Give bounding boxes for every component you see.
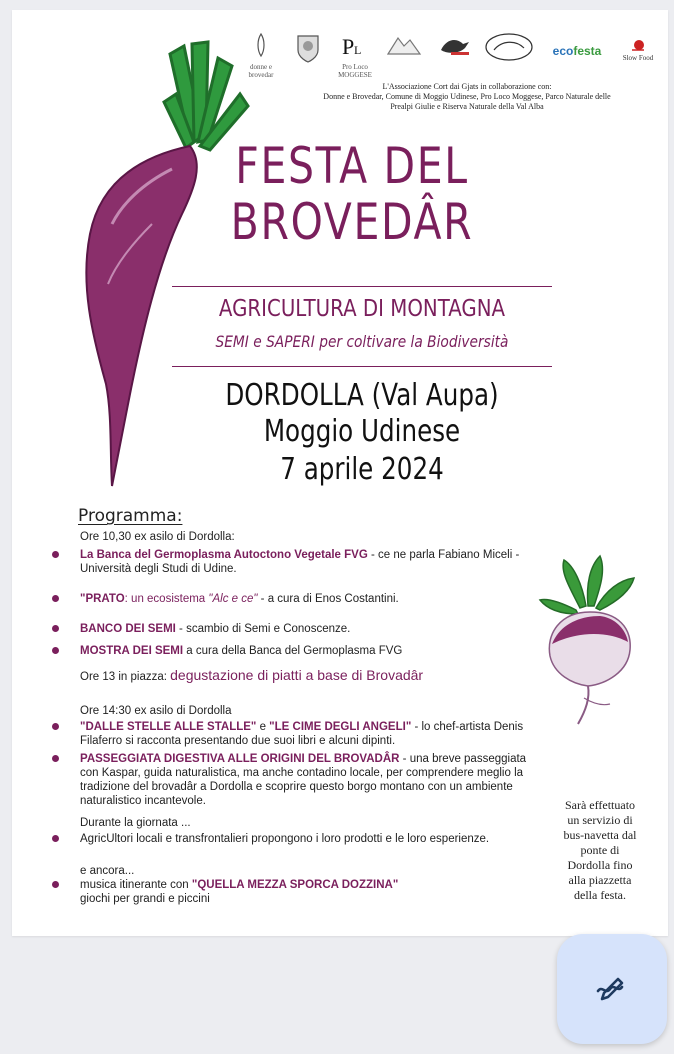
programme-item: "DALLE STELLE ALLE STALLE" e "LE CIME DEGLI ANGELI" - lo chef-artista Denis Filaferro si racconta presentando due suoi libri e alcuni dipinti. (48, 720, 538, 748)
logo-donne-brovedar: donne e brovedar (246, 32, 276, 72)
bullet-icon (52, 647, 59, 654)
programme-item: "PRATO: un ecosistema "Alc e ce" - a cura di Enos Costantini. (48, 592, 538, 606)
bullet-icon (52, 551, 59, 558)
radish-root (86, 146, 197, 486)
event-date: 7 aprile 2024 (280, 452, 444, 487)
intro-text: L'Associazione Cort dai Gjats in collaborazione con: Donne e Brovedar, Comune di Moggio Udinese, Pro Loco Moggese, Parco Naturale delle Prealpi Giulie e Riserva Naturale della Val Alba (323, 82, 611, 111)
cat-logo-icon (484, 32, 534, 62)
programme-time: Ore 13 in piazza: degustazione di piatti a base di Brovadâr (80, 667, 424, 683)
subtitle-agricultura: AGRICULTURA DI MONTAGNA (218, 296, 506, 322)
subtitle-semi-saperi: SEMI e SAPERI per coltivare la Biodiversità (215, 332, 509, 351)
programme-note: Durante la giornata ... (80, 817, 191, 829)
bullet-icon (52, 881, 59, 888)
svg-text:P: P (342, 34, 355, 58)
edit-pen-icon (592, 969, 632, 1009)
bullet-icon (52, 723, 59, 730)
bullet-icon (52, 625, 59, 632)
proloco-logo-icon (340, 32, 370, 58)
divider (172, 286, 552, 287)
shuttle-notice: Sarà effettuato un servizio di bus-navetta dal ponte di Dordolla fino alla piazzetta della festa. (563, 798, 637, 902)
location-moggio: Moggio Udinese (263, 414, 461, 449)
programme-item: PASSEGGIATA DIGESTIVA ALLE ORIGINI DEL BROVADÂR - una breve passeggiata con Kaspar, guida naturalistica, ma anche contadino locale, per comprendere meglio la tradizione del brovadâr a Dordolla e scoprire questo borgo montano con un ambiente naturalistico incantevole. (48, 752, 538, 808)
programme-note: e ancora... (80, 865, 135, 877)
programme-item: musica itinerante con "QUELLA MEZZA SPORCA DOZZINA" giochi per grandi e piccini (48, 878, 538, 906)
logo-cort-dai-gjats (484, 32, 534, 72)
programme-time: Ore 10,30 ex asilo di Dordolla: (80, 531, 235, 543)
festival-title: FESTA DEL BROVEDÂR (230, 137, 474, 251)
svg-text:L: L (354, 43, 362, 57)
logo-proloco: P L Pro Loco MOGGESE (338, 34, 372, 79)
programme-item: BANCO DEI SEMI - scambio di Semi e Conoscenze. (48, 622, 538, 636)
sponsor-logos (240, 32, 660, 80)
location-dordolla: DORDOLLA (Val Aupa) (225, 378, 499, 413)
bullet-icon (52, 835, 59, 842)
programme-item: AgricUltori locali e transfrontalieri propongono i loro prodotti e le loro esperienze. (48, 832, 538, 846)
divider (172, 366, 552, 367)
edit-fab-button[interactable] (557, 934, 667, 1044)
programme-time: Ore 14:30 ex asilo di Dordolla (80, 705, 232, 717)
poster-page (12, 10, 668, 936)
bullet-icon (52, 595, 59, 602)
snail-icon (630, 38, 646, 52)
logo-ecofesta: ecofesta (552, 44, 602, 58)
programme-item: La Banca del Germoplasma Autoctono Vegetale FVG - ce ne parla Fabiano Miceli - Università degli Studi di Udine. (48, 548, 538, 576)
coat-of-arms-icon (295, 32, 321, 64)
bird-logo-icon (437, 32, 473, 58)
radish-leaves (164, 42, 248, 150)
logo-riserva (436, 32, 474, 72)
logo-slow-food: Slow Food (616, 38, 660, 78)
logo-parco (384, 32, 424, 72)
bullet-icon (52, 755, 59, 762)
logo-comune (294, 32, 322, 72)
programme-heading: Programma: (78, 506, 183, 526)
mountain-logo-icon (386, 32, 422, 58)
programme-item: MOSTRA DEI SEMI a cura della Banca del Germoplasma FVG (48, 644, 538, 658)
radish-logo-icon (251, 32, 271, 58)
turnip-illustration (530, 548, 650, 728)
